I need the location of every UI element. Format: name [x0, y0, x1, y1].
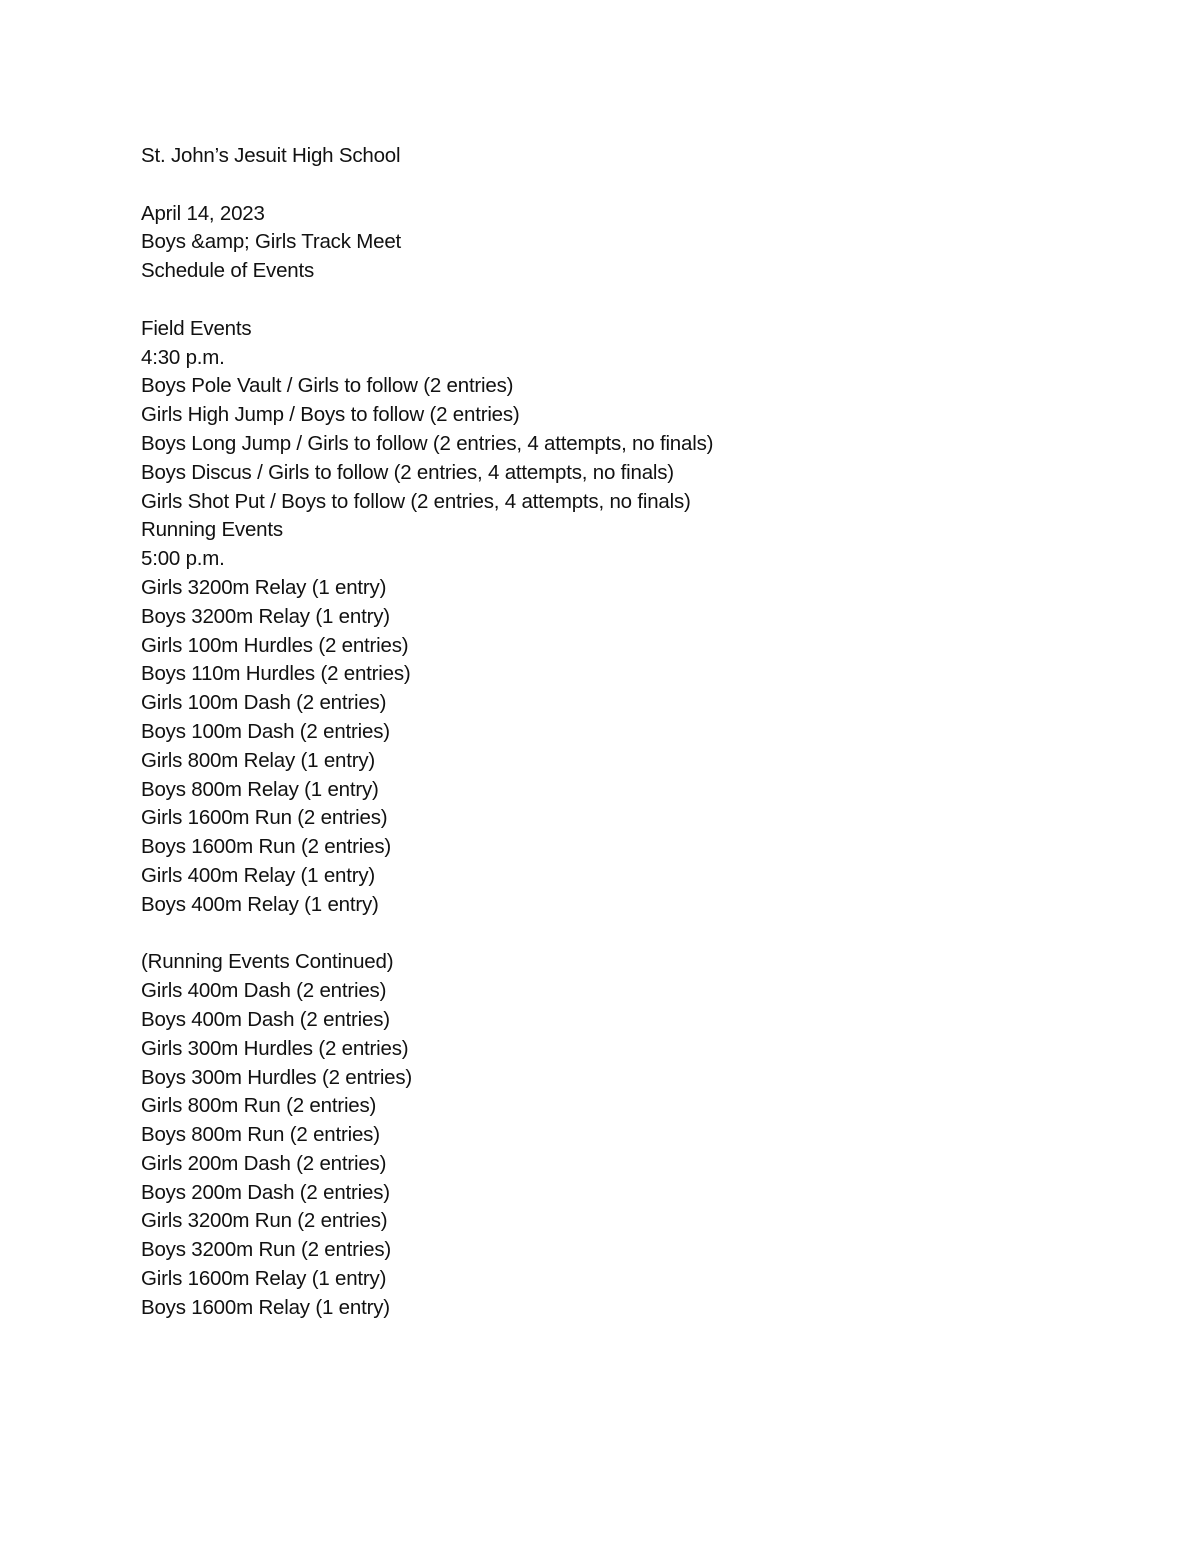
- blank-line: [141, 171, 1041, 200]
- running-continued-item: Boys 3200m Run (2 entries): [141, 1238, 392, 1262]
- running-continued-item: Girls 800m Run (2 entries): [141, 1094, 377, 1118]
- running-continued-item: Girls 300m Hurdles (2 entries): [141, 1036, 409, 1060]
- running-event-item: Girls 100m Dash (2 entries): [141, 691, 387, 715]
- running-continued-item: Boys 1600m Relay (1 entry): [141, 1295, 390, 1319]
- running-event-item: Boys 100m Dash (2 entries): [141, 719, 390, 743]
- running-events-heading: Running Events: [141, 518, 283, 542]
- running-continued-item: Girls 200m Dash (2 entries): [141, 1151, 387, 1175]
- field-event-item: Girls High Jump / Boys to follow (2 entries): [141, 403, 520, 427]
- running-continued-item: Boys 200m Dash (2 entries): [141, 1180, 390, 1204]
- running-continued-heading: (Running Events Continued): [141, 950, 394, 974]
- running-continued-item: Girls 400m Dash (2 entries): [141, 979, 387, 1003]
- field-event-item: Boys Discus / Girls to follow (2 entries, 4 attempts, no finals): [141, 460, 674, 484]
- meet-title: Boys &amp; Girls Track Meet: [141, 230, 402, 254]
- field-events-time: 4:30 p.m.: [141, 345, 225, 369]
- field-event-item: Boys Long Jump / Girls to follow (2 entries, 4 attempts, no finals): [141, 431, 714, 455]
- field-events-heading: Field Events: [141, 316, 252, 340]
- running-event-item: Girls 400m Relay (1 entry): [141, 863, 376, 887]
- running-event-item: Boys 800m Relay (1 entry): [141, 777, 379, 801]
- field-event-item: Girls Shot Put / Boys to follow (2 entries, 4 attempts, no finals): [141, 489, 691, 513]
- running-continued-item: Boys 300m Hurdles (2 entries): [141, 1065, 413, 1089]
- meet-date: April 14, 2023: [141, 201, 265, 225]
- running-continued-item: Boys 800m Run (2 entries): [141, 1123, 380, 1147]
- running-events-time: 5:00 p.m.: [141, 547, 225, 571]
- running-event-item: Boys 1600m Run (2 entries): [141, 835, 392, 859]
- running-continued-item: Girls 3200m Run (2 entries): [141, 1209, 388, 1233]
- school-name: St. John’s Jesuit High School: [141, 144, 401, 167]
- running-continued-item: Boys 400m Dash (2 entries): [141, 1007, 390, 1031]
- blank-line: [141, 286, 1041, 315]
- running-continued-item: Girls 1600m Relay (1 entry): [141, 1267, 387, 1291]
- schedule-heading: Schedule of Events: [141, 259, 315, 283]
- running-event-item: Boys 110m Hurdles (2 entries): [141, 662, 411, 686]
- document-body: [141, 142, 1041, 1323]
- running-event-item: Girls 800m Relay (1 entry): [141, 748, 376, 772]
- blank-line: [141, 920, 1041, 949]
- running-event-item: Girls 3200m Relay (1 entry): [141, 575, 387, 599]
- field-event-item: Boys Pole Vault / Girls to follow (2 entries): [141, 374, 514, 398]
- running-event-item: Boys 400m Relay (1 entry): [141, 892, 379, 916]
- running-event-item: Girls 100m Hurdles (2 entries): [141, 633, 409, 657]
- running-event-item: Boys 3200m Relay (1 entry): [141, 604, 390, 628]
- running-event-item: Girls 1600m Run (2 entries): [141, 806, 388, 830]
